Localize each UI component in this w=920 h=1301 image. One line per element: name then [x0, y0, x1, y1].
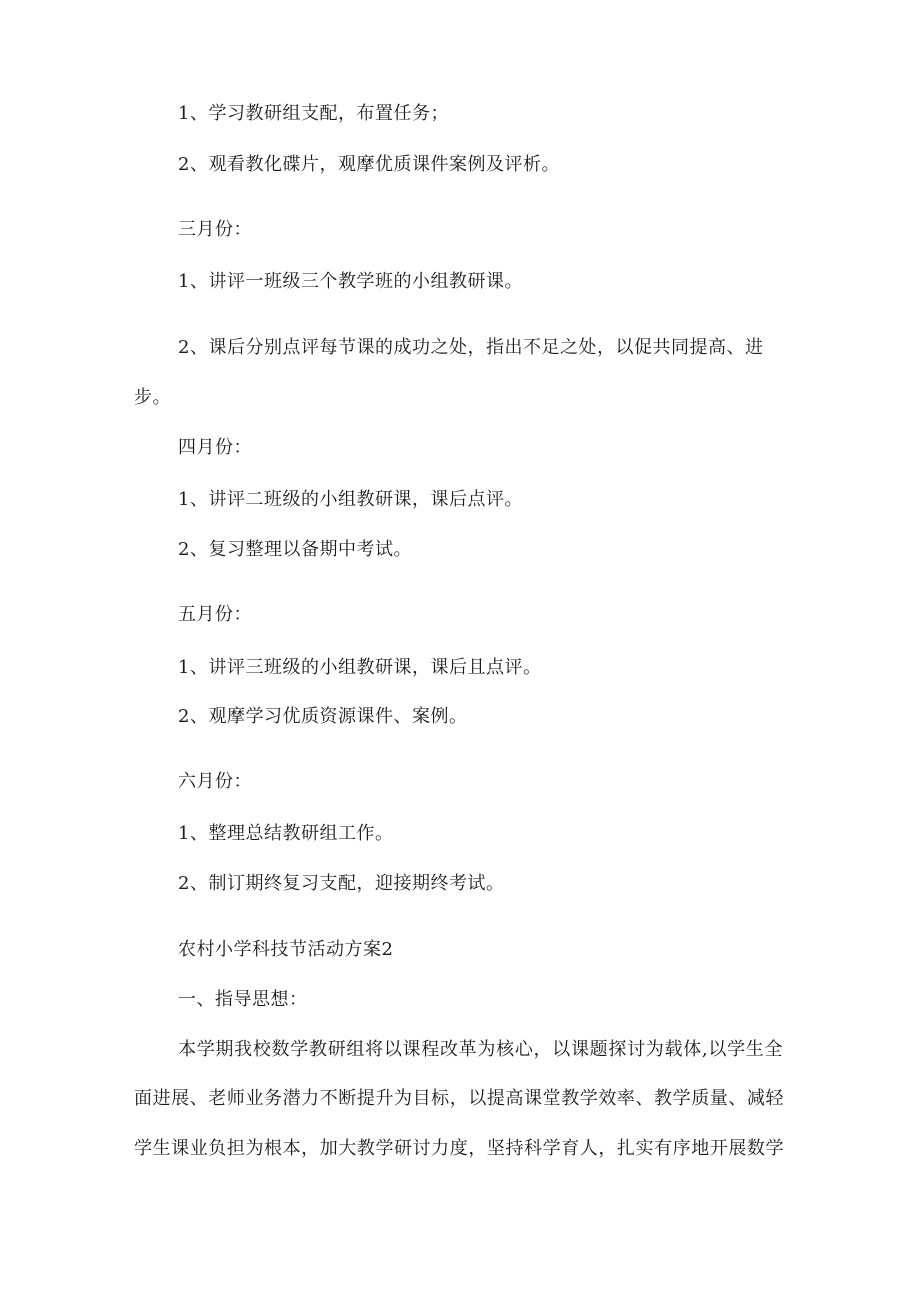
- paragraph-line: 面进展、老师业务潜力不断提升为目标，以提高课堂教学效率、教学质量、减轻: [134, 1088, 784, 1109]
- text-line: 2、观摩学习优质资源课件、案例。: [178, 706, 468, 727]
- paragraph-line: 学生课业负担为根本，加大教学研讨力度，坚持科学育人，扎实有序地开展数学: [134, 1138, 784, 1159]
- month-heading: 五月份：: [178, 604, 252, 625]
- section-heading: 一、指导思想：: [178, 989, 308, 1010]
- text-line: 2、复习整理以备期中考试。: [178, 539, 412, 560]
- text-line: 1、讲评一班级三个教学班的小组教研课。: [178, 271, 523, 292]
- paragraph-line: 本学期我校数学教研组将以课程改革为核心，以课题探讨为载体,以学生全: [178, 1039, 783, 1060]
- text-line: 1、学习教研组支配，布置任务；: [178, 103, 449, 124]
- month-heading: 四月份：: [178, 437, 252, 458]
- text-line: 2、制订期终复习支配，迎接期终考试。: [178, 873, 505, 894]
- text-line: 1、讲评三班级的小组教研课，课后且点评。: [178, 657, 542, 678]
- text-line: 1、讲评二班级的小组教研课，课后点评。: [178, 489, 523, 510]
- text-line: 步。: [134, 387, 171, 408]
- text-line: 2、观看教化碟片，观摩优质课件案例及评析。: [178, 154, 560, 175]
- text-line: 2、课后分别点评每节课的成功之处，指出不足之处，以促共同提高、进: [178, 337, 764, 358]
- section-title: 农村小学科技节活动方案2: [178, 939, 394, 960]
- month-heading: 六月份：: [178, 771, 252, 792]
- month-heading: 三月份：: [178, 219, 252, 240]
- text-line: 1、整理总结教研组工作。: [178, 823, 394, 844]
